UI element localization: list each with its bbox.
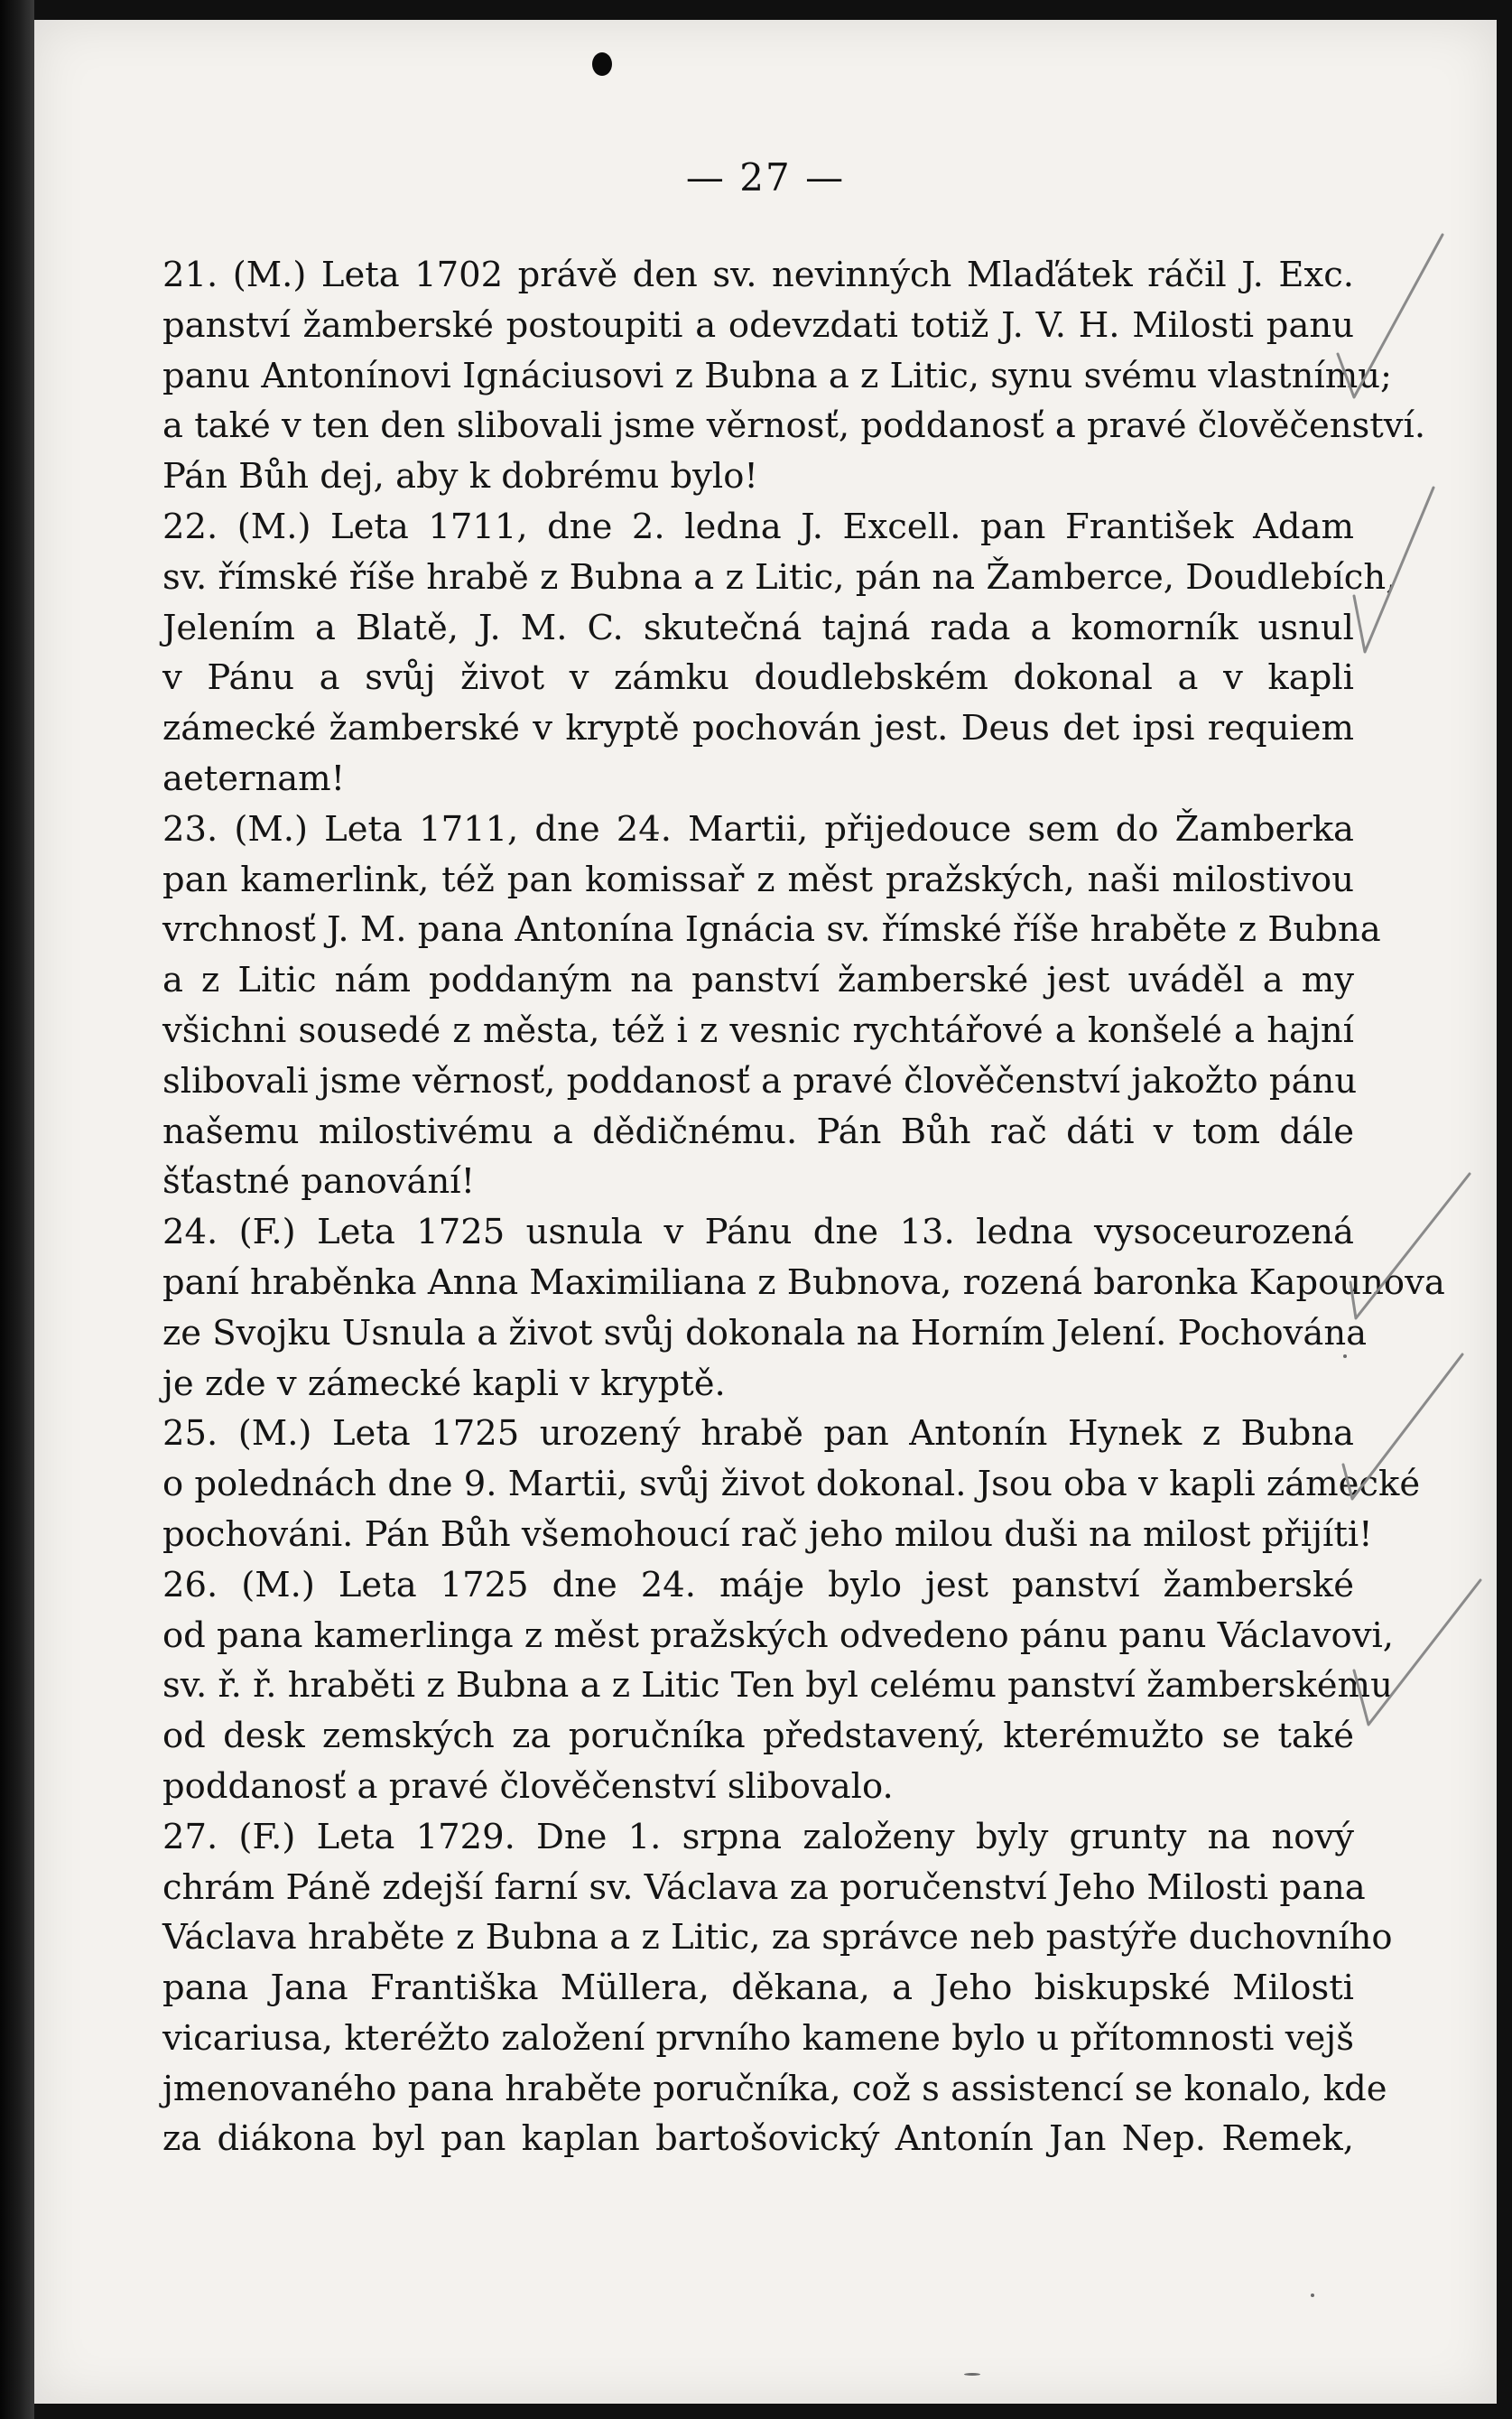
page-number: — 27 —	[685, 155, 846, 200]
text-line: Václava hraběte z Bubna a z Litic, za správce neb pastýře duchovního	[162, 1917, 1393, 1958]
text-line: 22. (M.) Leta 1711, dne 2. ledna J. Excell. pan František Adam	[162, 506, 1354, 547]
text-line: 27. (F.) Leta 1729. Dne 1. srpna založeny byly grunty na nový	[162, 1816, 1354, 1857]
paper-speck	[1311, 2293, 1314, 2297]
punch-hole	[592, 52, 612, 76]
text-line: v Pánu a svůj život v zámku doudlebském dokonal a v kapli	[162, 657, 1354, 699]
text-line: je zde v zámecké kapli v kryptě.	[162, 1363, 726, 1404]
text-line: zámecké žamberské v kryptě pochován jest. Deus det ipsi requiem	[162, 708, 1354, 749]
text-line: našemu milostivému a dědičnému. Pán Bůh rač dáti v tom dále	[162, 1111, 1354, 1152]
text-line: Jelením a Blatě, J. M. C. skutečná tajná rada a komorník usnul	[162, 607, 1354, 648]
text-line: pochováni. Pán Bůh všemohoucí rač jeho milou duši na milost přijíti!	[162, 1513, 1373, 1555]
text-line: chrám Páně zdejší farní sv. Václava za poručenství Jeho Milosti pana	[162, 1866, 1366, 1908]
text-line: a z Litic nám poddaným na panství žamberské jest uváděl a my	[162, 960, 1354, 1001]
text-line: jmenovaného pana hraběte poručníka, což s assistencí se konalo, kde	[162, 2068, 1387, 2109]
paper-speck	[964, 2373, 980, 2376]
book-spine-shadow	[0, 0, 34, 2419]
text-line: aeternam!	[162, 758, 346, 799]
text-line: 26. (M.) Leta 1725 dne 24. máje bylo jest panství žamberské	[162, 1564, 1354, 1605]
text-line: všichni sousedé z města, též i z vesnic rychtářové a konšelé a hajní	[162, 1009, 1354, 1051]
text-line: 25. (M.) Leta 1725 urozený hrabě pan Antonín Hynek z Bubna	[162, 1413, 1354, 1455]
text-line: sv. římské říše hrabě z Bubna a z Litic, pán na Žamberce, Doudlebích,	[162, 556, 1397, 598]
text-line: za diákona byl pan kaplan bartošovický Antonín Jan Nep. Remek,	[162, 2118, 1354, 2160]
text-line: vrchnosť J. M. pana Antonína Ignácia sv. římské říše hraběte z Bubna	[162, 909, 1381, 951]
text-line: o polednách dne 9. Martii, svůj život dokonal. Jsou oba v kapli zámecké	[162, 1464, 1421, 1505]
paper-speck	[1343, 1354, 1347, 1358]
text-line: paní hraběnka Anna Maximiliana z Bubnova, rozená baronka Kapounova	[162, 1261, 1445, 1303]
text-line: od pana kamerlinga z měst pražských odvedeno pánu panu Václavovi,	[162, 1614, 1395, 1656]
text-line: panu Antonínovi Ignáciusovi z Bubna a z Litic, synu svému vlastnímu;	[162, 355, 1393, 396]
text-line: šťastné panování!	[162, 1161, 476, 1203]
text-line: od desk zemských za poručníka představený, kterémužto se také	[162, 1716, 1354, 1757]
text-line: Pán Bůh dej, aby k dobrému bylo!	[162, 456, 758, 498]
text-line: panství žamberské postoupiti a odevzdati totiž J. V. H. Milosti panu	[162, 304, 1354, 346]
text-line: vicariusa, kteréžto založení prvního kamene bylo u přítomnosti vejš	[162, 2017, 1354, 2059]
text-line: poddanosť a pravé člověčenství slibovalo.	[162, 1765, 894, 1807]
text-line: pan kamerlink, též pan komissař z měst pražských, naši milostivou	[162, 859, 1354, 900]
document-page	[34, 20, 1497, 2404]
text-line: 24. (F.) Leta 1725 usnula v Pánu dne 13. ledna vysoceurozená	[162, 1212, 1354, 1253]
text-line: 21. (M.) Leta 1702 právě den sv. nevinných Mlaďátek ráčil J. Exc.	[162, 255, 1354, 295]
text-line: ze Svojku Usnula a život svůj dokonala na Horním Jelení. Pochována	[162, 1312, 1368, 1354]
text-line: a také v ten den slibovali jsme věrnosť, poddanosť a pravé člověčenství.	[162, 405, 1426, 447]
body-text	[162, 250, 1445, 2164]
text-line: sv. ř. ř. hraběti z Bubna a z Litic Ten byl celému panství žamberskému	[162, 1665, 1393, 1707]
text-line: slibovali jsme věrnosť, poddanosť a pravé člověčenství jakožto pánu	[162, 1060, 1358, 1102]
text-line: 23. (M.) Leta 1711, dne 24. Martii, přijedouce sem do Žamberka	[162, 808, 1354, 850]
text-line: pana Jana Františka Müllera, děkana, a Jeho biskupské Milosti	[162, 1968, 1354, 2009]
